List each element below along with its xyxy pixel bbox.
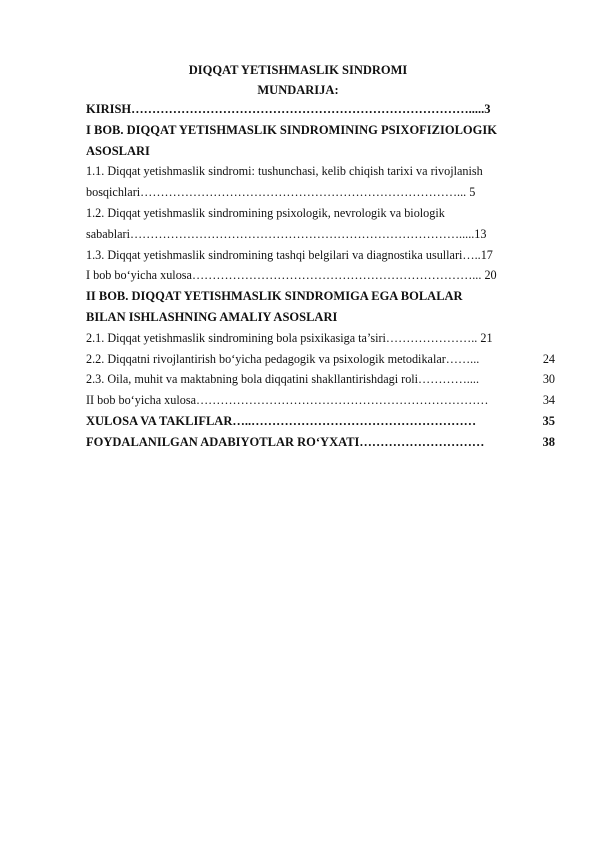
toc-chapter-1-title-cont: ASOSLARI bbox=[86, 143, 150, 158]
toc-section-1-1-cont: bosqichlari……………………………………………………………………... 5 bbox=[86, 185, 476, 200]
toc-entry-text: 2.3. Oila, muhit va maktabning bola diqqatini shakllantirishdagi roli………….... bbox=[86, 372, 479, 387]
toc-page-number: 24 bbox=[542, 351, 555, 366]
toc-section-2-1: 2.1. Diqqat yetishmaslik sindromining bola psixikasiga ta’siri………………….. 21 bbox=[86, 330, 493, 345]
toc-heading: MUNDARIJA: bbox=[257, 83, 339, 97]
toc-section-2-3 bbox=[86, 369, 555, 390]
toc-page-number: 35 bbox=[542, 413, 555, 428]
toc-entry-text: 2.2. Diqqatni rivojlantirish bo‘yicha pedagogik va psixologik metodikalar……... bbox=[86, 351, 480, 366]
toc-section-1-2-cont: sabablari……………………………………………………………………….....13 bbox=[86, 226, 487, 241]
toc-chapter-2-title-cont: BILAN ISHLASHNING AMALIY ASOSLARI bbox=[86, 309, 338, 324]
toc-section-1-3: 1.3. Diqqat yetishmaslik sindromining tashqi belgilari va diagnostika usullari…..17 bbox=[86, 247, 493, 262]
toc-section-1-1: 1.1. Diqqat yetishmaslik sindromi: tushunchasi, kelib chiqish tarixi va rivojlanish bbox=[86, 164, 483, 179]
toc-page-number: 30 bbox=[542, 372, 555, 387]
toc-entry-text: XULOSA VA TAKLIFLAR…..……………………………………………… bbox=[86, 413, 477, 428]
table-of-contents bbox=[86, 99, 555, 453]
toc-conclusion bbox=[86, 411, 555, 432]
toc-section-2-2 bbox=[86, 349, 555, 370]
toc-chapter-2-title: II BOB. DIQQAT YETISHMASLIK SINDROMIGA EGA BOLALAR bbox=[86, 289, 463, 304]
toc-chapter-2-summary bbox=[86, 390, 555, 411]
toc-references bbox=[86, 432, 555, 453]
toc-chapter-1-title: I BOB. DIQQAT YETISHMASLIK SINDROMINING PSIXOFIZIOLOGIK bbox=[86, 122, 497, 137]
toc-kirish: KIRISH……………………………………………………………………….....3 bbox=[86, 102, 491, 116]
toc-entry-text: FOYDALANILGAN ADABIYOTLAR RO‘YXATI………………………… bbox=[86, 434, 485, 449]
toc-entry-text: II bob bo‘yicha xulosa……………………………………………………………… bbox=[86, 393, 489, 408]
document-title: DIQQAT YETISHMASLIK SINDROMI bbox=[188, 63, 408, 77]
toc-page-number: 38 bbox=[542, 434, 555, 449]
toc-chapter-1-summary: I bob bo‘yicha xulosa……………………………………………………………... 20 bbox=[86, 268, 497, 283]
toc-section-1-2: 1.2. Diqqat yetishmaslik sindromining psixologik, nevrologik va biologik bbox=[86, 205, 445, 220]
toc-page-number: 34 bbox=[542, 393, 555, 408]
